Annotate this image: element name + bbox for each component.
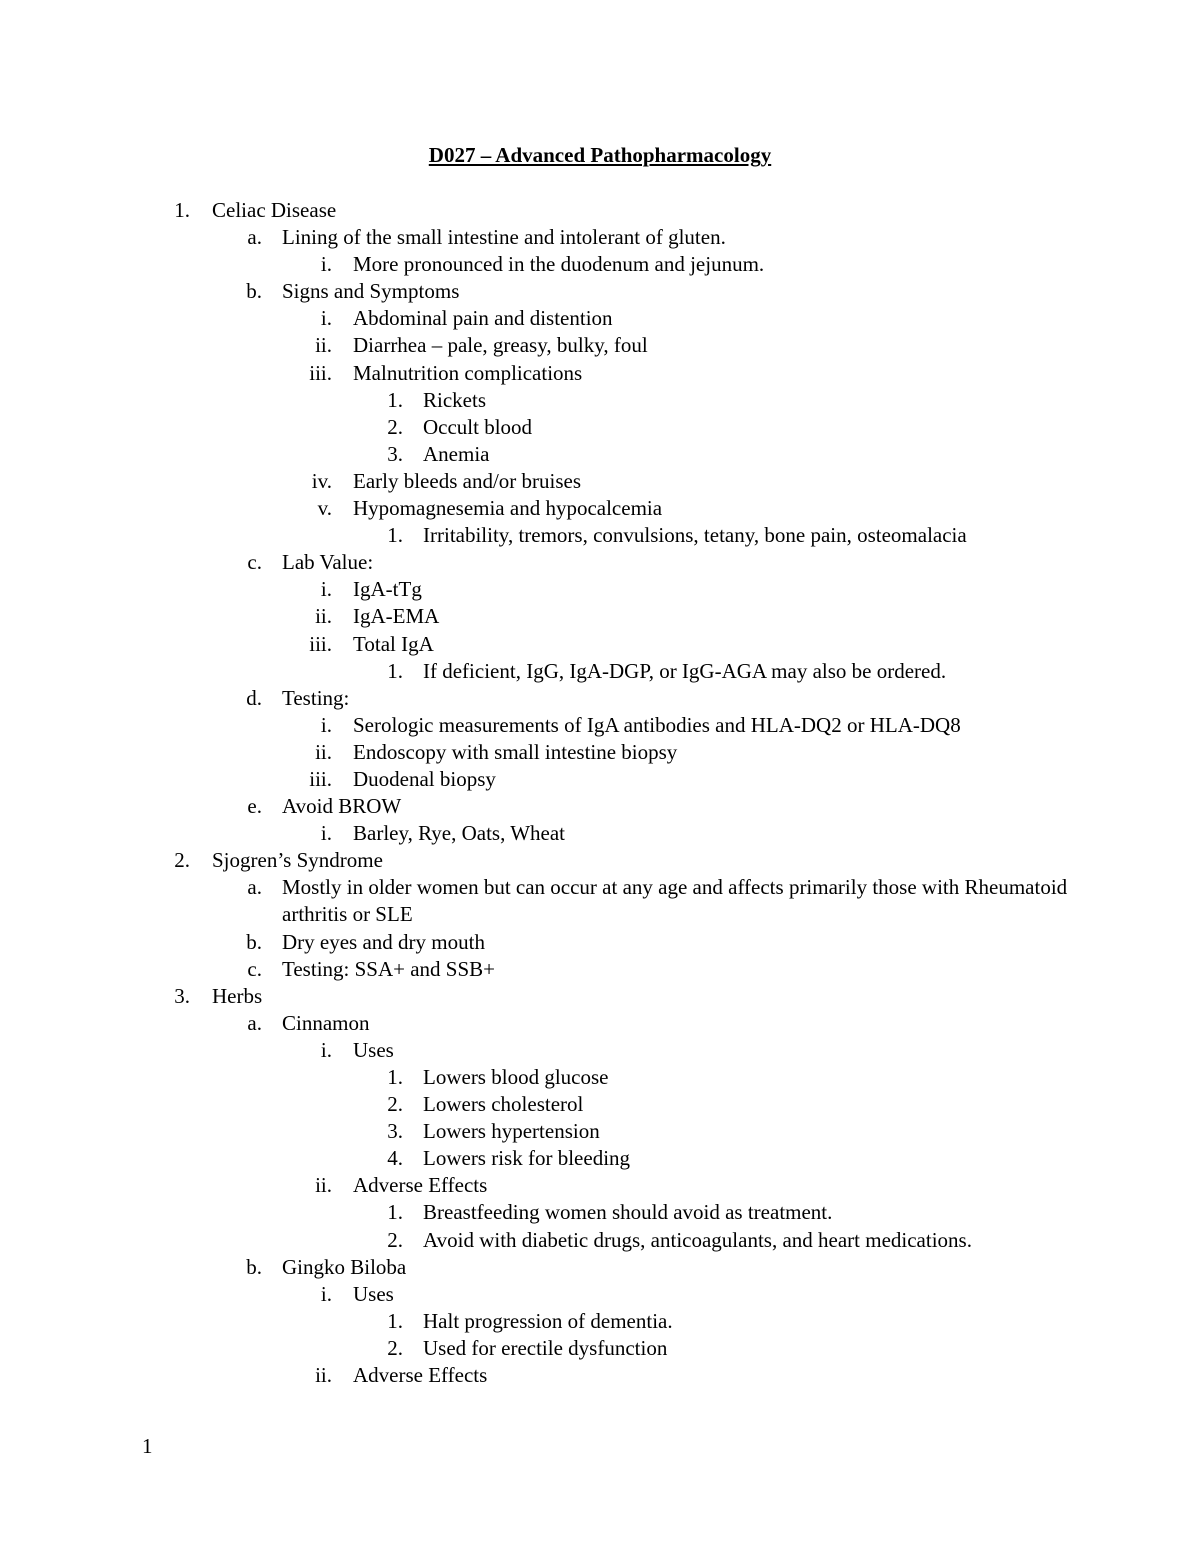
list-item	[0, 441, 1200, 468]
outline	[0, 197, 1200, 1389]
list-item	[0, 658, 1200, 685]
list-item	[0, 631, 1200, 658]
list-marker: 1.	[387, 523, 403, 548]
list-marker: iii.	[309, 631, 332, 656]
list-marker: a.	[247, 1010, 262, 1035]
list-marker: 3.	[387, 1119, 403, 1144]
list-item	[0, 820, 1200, 847]
list-marker: 2.	[387, 414, 403, 439]
list-item-text: Testing:	[282, 685, 350, 710]
list-item	[0, 1172, 1200, 1199]
list-marker: ii.	[315, 604, 332, 629]
list-item	[0, 1010, 1200, 1037]
list-item-text: Rickets	[423, 387, 486, 412]
list-item	[0, 387, 1200, 414]
list-item-text: Cinnamon	[282, 1010, 370, 1035]
list-item	[0, 1335, 1200, 1362]
list-item-text: Lab Value:	[282, 550, 374, 575]
list-item	[0, 1037, 1200, 1064]
list-item	[0, 1227, 1200, 1254]
list-marker: ii.	[315, 739, 332, 764]
list-item-text: Lowers hypertension	[423, 1119, 600, 1144]
list-marker: i.	[320, 252, 332, 277]
list-marker: b.	[246, 279, 262, 304]
list-marker: 1.	[387, 1200, 403, 1225]
list-item-text: Adverse Effects	[353, 1173, 488, 1198]
list-item-text: Avoid with diabetic drugs, anticoagulants, and heart medications.	[423, 1227, 972, 1252]
list-item	[0, 1199, 1200, 1226]
list-item	[0, 956, 1200, 983]
list-item-text: Serologic measurements of IgA antibodies and HLA-DQ2 or HLA-DQ8	[353, 712, 961, 737]
list-item-text: Celiac Disease	[212, 198, 337, 222]
list-item-text: Duodenal biopsy	[353, 766, 496, 791]
list-marker: v.	[317, 496, 332, 521]
list-marker: 1.	[387, 387, 403, 412]
list-item	[0, 224, 1200, 251]
list-marker: b.	[246, 929, 262, 954]
list-marker: 2.	[387, 1335, 403, 1360]
list-item	[0, 197, 1200, 224]
list-marker: i.	[320, 821, 332, 846]
list-marker: b.	[246, 1254, 262, 1279]
list-item-text: IgA-EMA	[353, 604, 440, 629]
list-item-text: Signs and Symptoms	[282, 279, 460, 304]
list-item-text: Total IgA	[353, 631, 434, 656]
list-marker: 3.	[174, 983, 190, 1008]
list-item	[0, 468, 1200, 495]
page-number: 1	[142, 1434, 153, 1458]
list-item	[0, 360, 1200, 387]
list-item-text: Diarrhea – pale, greasy, bulky, foul	[353, 333, 648, 358]
list-item-text: Irritability, tremors, convulsions, tetany, bone pain, osteomalacia	[423, 523, 967, 548]
list-item	[0, 495, 1200, 522]
list-marker: 1.	[387, 1308, 403, 1333]
list-marker: i.	[320, 1037, 332, 1062]
list-item-text: If deficient, IgG, IgA-DGP, or IgG-AGA may also be ordered.	[423, 658, 947, 683]
list-marker: ii.	[315, 333, 332, 358]
list-item	[0, 847, 1200, 874]
list-item-text: Anemia	[423, 441, 490, 466]
list-item-text: Uses	[353, 1281, 394, 1306]
list-marker: 2.	[174, 848, 190, 873]
list-marker: iii.	[309, 360, 332, 385]
list-item-text: Uses	[353, 1037, 394, 1062]
list-item-text: Endoscopy with small intestine biopsy	[353, 739, 678, 764]
list-marker: 2.	[387, 1227, 403, 1252]
list-item-text: Adverse Effects	[353, 1363, 488, 1388]
list-item	[0, 1281, 1200, 1308]
list-item-text: Lowers blood glucose	[423, 1065, 609, 1089]
list-item-text: Testing: SSA+ and SSB+	[282, 956, 496, 981]
list-marker: 1.	[387, 658, 403, 683]
list-marker: 2.	[387, 1092, 403, 1117]
list-item-text: Used for erectile dysfunction	[423, 1335, 668, 1360]
list-item-text: Lining of the small intestine and intolerant of gluten.	[282, 225, 726, 250]
list-item	[0, 874, 1200, 928]
list-item-text: Mostly in older women but can occur at any age and affects primarily those with Rheumatoid arthritis or SLE	[282, 875, 1068, 927]
list-item	[0, 522, 1200, 549]
list-item	[0, 414, 1200, 441]
list-marker: d.	[246, 685, 262, 710]
list-item-text: Hypomagnesemia and hypocalcemia	[353, 496, 663, 521]
list-item-text: Avoid BROW	[282, 794, 402, 819]
list-item-text: IgA-tTg	[353, 577, 422, 602]
list-marker: iii.	[309, 766, 332, 791]
list-item-text: Lowers cholesterol	[423, 1092, 584, 1117]
list-item-text: Lowers risk for bleeding	[423, 1146, 631, 1171]
list-item	[0, 549, 1200, 576]
list-item-text: Herbs	[212, 983, 263, 1008]
list-item	[0, 739, 1200, 766]
list-item-text: Malnutrition complications	[353, 360, 583, 385]
list-marker: a.	[247, 875, 262, 900]
list-item-text: Sjogren’s Syndrome	[212, 848, 383, 873]
list-item	[0, 278, 1200, 305]
list-item-text: Occult blood	[423, 414, 533, 439]
list-marker: c.	[247, 550, 262, 575]
list-item-text: Abdominal pain and distention	[353, 306, 613, 331]
list-item	[0, 929, 1200, 956]
page-title: D027 – Advanced Pathopharmacology	[428, 143, 772, 167]
list-marker: iv.	[311, 468, 332, 493]
list-item-text: More pronounced in the duodenum and jejunum.	[353, 252, 765, 277]
list-item	[0, 766, 1200, 793]
list-item-text: Dry eyes and dry mouth	[282, 929, 485, 954]
list-item	[0, 685, 1200, 712]
list-item	[0, 603, 1200, 630]
list-item	[0, 332, 1200, 359]
list-marker: i.	[320, 1281, 332, 1306]
list-item-text: Barley, Rye, Oats, Wheat	[353, 821, 566, 846]
list-item	[0, 1064, 1200, 1091]
list-marker: 1.	[174, 198, 190, 222]
list-marker: 1.	[387, 1065, 403, 1089]
list-marker: c.	[247, 956, 262, 981]
list-item	[0, 576, 1200, 603]
list-item	[0, 1145, 1200, 1172]
list-marker: e.	[247, 794, 262, 819]
list-marker: i.	[320, 577, 332, 602]
list-item	[0, 1254, 1200, 1281]
list-marker: i.	[320, 712, 332, 737]
list-item	[0, 793, 1200, 820]
list-item-text: Gingko Biloba	[282, 1254, 407, 1279]
list-item	[0, 1308, 1200, 1335]
list-item	[0, 251, 1200, 278]
list-item	[0, 305, 1200, 332]
list-item-text: Early bleeds and/or bruises	[353, 468, 582, 493]
list-item	[0, 712, 1200, 739]
list-marker: 3.	[387, 441, 403, 466]
list-item	[0, 1118, 1200, 1145]
list-item-text: Breastfeeding women should avoid as treatment.	[423, 1200, 833, 1225]
list-item	[0, 983, 1200, 1010]
list-item	[0, 1362, 1200, 1389]
list-item-text: Halt progression of dementia.	[423, 1308, 673, 1333]
list-marker: ii.	[315, 1173, 332, 1198]
list-item	[0, 1091, 1200, 1118]
list-marker: ii.	[315, 1363, 332, 1388]
list-marker: i.	[320, 306, 332, 331]
list-marker: a.	[247, 225, 262, 250]
list-marker: 4.	[387, 1146, 403, 1171]
